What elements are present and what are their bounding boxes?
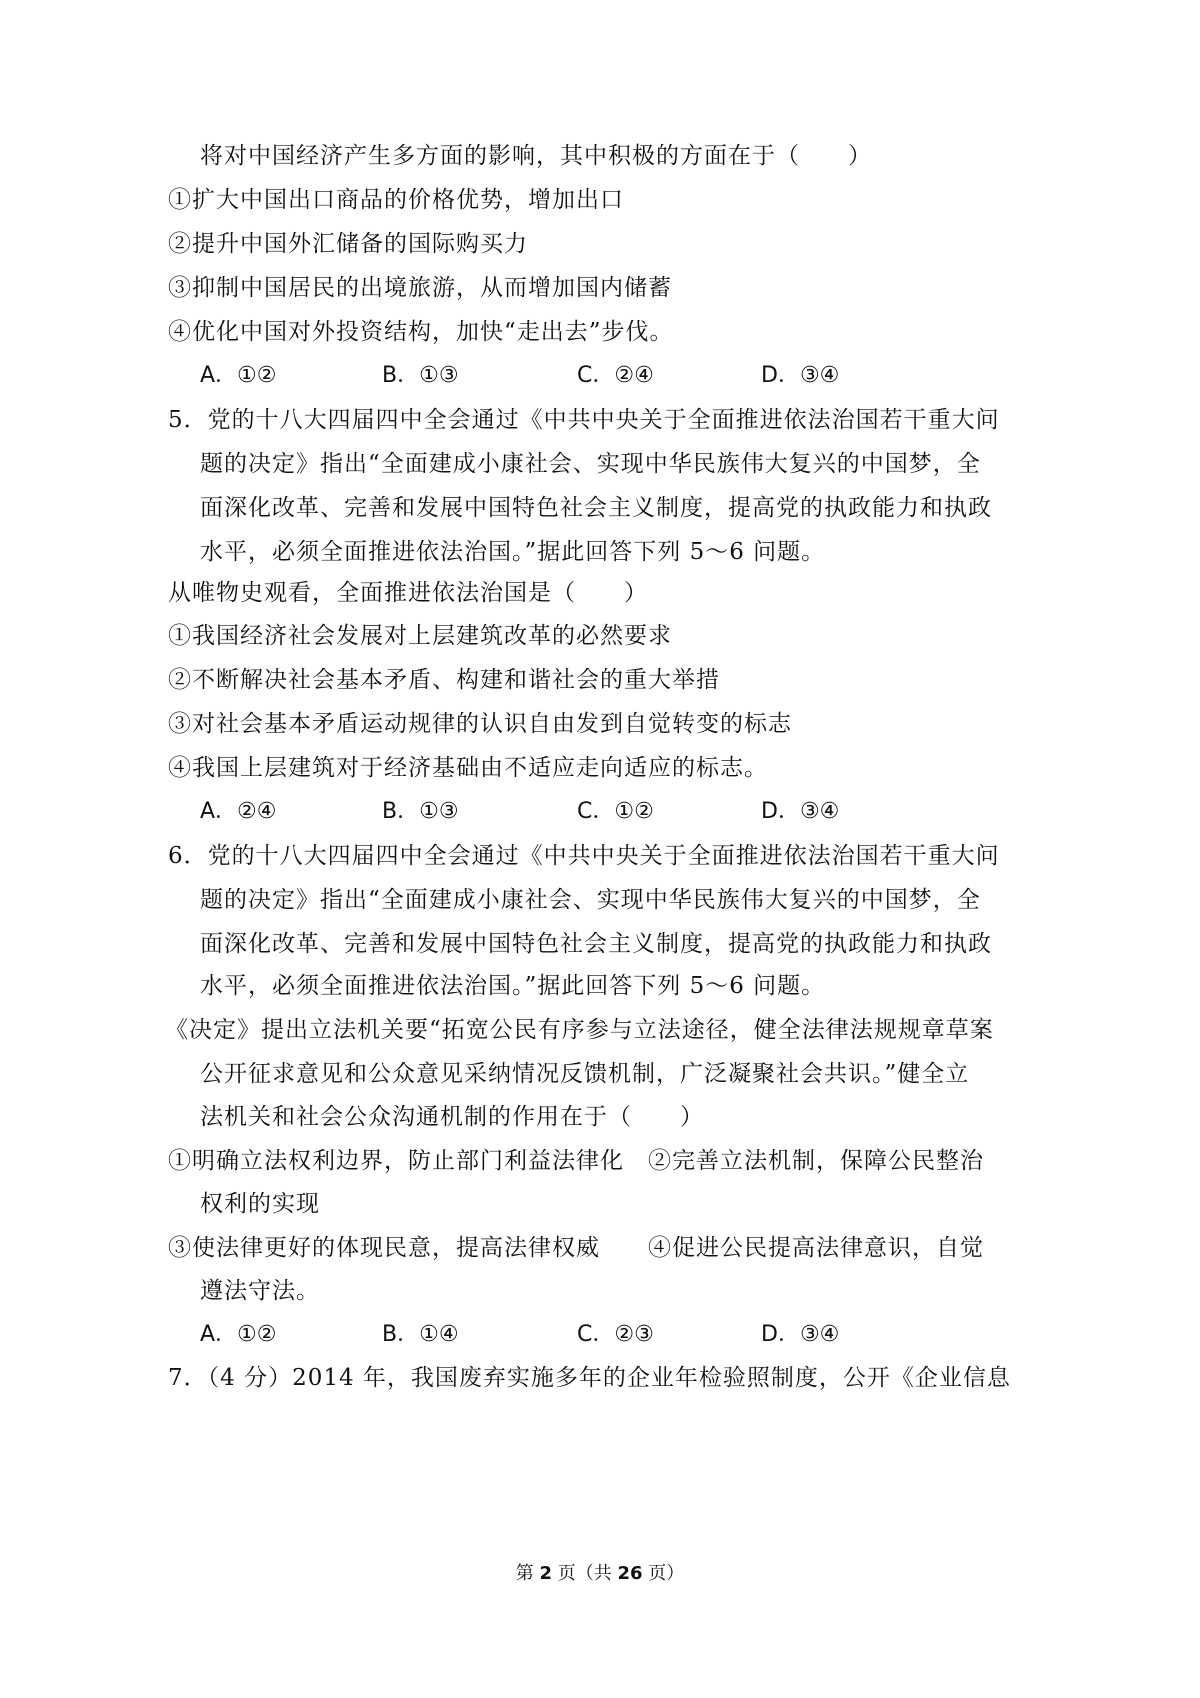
q5-statement-1: ①我国经济社会发展对上层建筑改革的必然要求 (168, 623, 672, 649)
q6-stem-line-1: 6．党的十八大四届四中全会通过《中共中央关于全面推进依法治国若干重大问 (168, 843, 1000, 869)
q4-statement-1: ①扩大中国出口商品的价格优势，增加出口 (168, 187, 624, 213)
q6-statements-1-2-cont: 权利的实现 (200, 1191, 320, 1217)
q6-question-line-3: 法机关和社会公众沟通机制的作用在于（ ） (200, 1104, 704, 1130)
q4-statement-2: ②提升中国外汇储备的国际购买力 (168, 231, 528, 257)
q4-option-d[interactable]: D．③④ (761, 363, 840, 388)
q5-statement-4: ④我国上层建筑对于经济基础由不适应走向适应的标志。 (168, 755, 768, 781)
q5-stem-line-3: 面深化改革、完善和发展中国特色社会主义制度，提高党的执政能力和执政 (200, 495, 992, 521)
q7-stem-line-1: 7．（4 分）2014 年，我国废弃实施多年的企业年检验照制度，公开《企业信息 (168, 1365, 1011, 1391)
page-footer (0, 1562, 1200, 1586)
q5-statement-3: ③对社会基本矛盾运动规律的认识自由发到自觉转变的标志 (168, 711, 792, 737)
q6-statements-1-2: ①明确立法权利边界，防止部门利益法律化 ②完善立法机制，保障公民整治 (168, 1148, 984, 1174)
q4-statement-3: ③抑制中国居民的出境旅游，从而增加国内储蓄 (168, 275, 672, 301)
footer-page-number: 2 (539, 1563, 552, 1584)
q4-option-c[interactable]: C．②④ (577, 363, 654, 388)
q4-statement-4: ④优化中国对外投资结构，加快“走出去”步伐。 (168, 319, 674, 345)
q6-stem-line-3: 面深化改革、完善和发展中国特色社会主义制度，提高党的执政能力和执政 (200, 931, 992, 957)
q4-option-b[interactable]: B．①③ (382, 363, 459, 388)
q5-option-d[interactable]: D．③④ (761, 799, 840, 824)
q6-option-a[interactable]: A．①② (200, 1322, 277, 1347)
q6-question-line-2: 公开征求意见和公众意见采纳情况反馈机制，广泛凝聚社会共识。”健全立 (200, 1061, 970, 1087)
q4-option-a[interactable]: A．①② (200, 363, 277, 388)
q6-option-d[interactable]: D．③④ (761, 1322, 840, 1347)
q5-stem-line-1: 5．党的十八大四届四中全会通过《中共中央关于全面推进依法治国若干重大问 (168, 407, 1000, 433)
footer-suffix: 页） (642, 1563, 685, 1584)
q6-statements-3-4: ③使法律更好的体现民意，提高法律权威 ④促进公民提高法律意识，自觉 (168, 1235, 984, 1261)
footer-middle: 页（共 (552, 1563, 618, 1584)
q6-option-c[interactable]: C．②③ (577, 1322, 654, 1347)
q4-stem-tail: 将对中国经济产生多方面的影响，其中积极的方面在于（ ） (200, 143, 872, 169)
q5-option-b[interactable]: B．①③ (382, 799, 459, 824)
q6-statements-3-4-cont: 遵法守法。 (200, 1278, 320, 1304)
q6-option-b[interactable]: B．①④ (382, 1322, 459, 1347)
q5-option-c[interactable]: C．①② (577, 799, 654, 824)
q5-option-a[interactable]: A．②④ (200, 799, 277, 824)
q5-stem-line-4: 水平，必须全面推进依法治国。”据此回答下列 5〜6 问题。 (200, 539, 826, 565)
q6-question-line-1: 《决定》提出立法机关要“拓宽公民有序参与立法途径，健全法律法规规章草案 (165, 1017, 994, 1043)
q5-statement-2: ②不断解决社会基本矛盾、构建和谐社会的重大举措 (168, 667, 720, 693)
q5-stem-line-2: 题的决定》指出“全面建成小康社会、实现中华民族伟大复兴的中国梦，全 (200, 451, 981, 477)
footer-total-pages: 26 (617, 1563, 643, 1584)
q6-stem-line-4: 水平，必须全面推进依法治国。”据此回答下列 5〜6 问题。 (200, 973, 826, 999)
q6-stem-line-2: 题的决定》指出“全面建成小康社会、实现中华民族伟大复兴的中国梦，全 (200, 887, 981, 913)
footer-prefix: 第 (515, 1563, 540, 1584)
q5-question: 从唯物史观看，全面推进依法治国是（ ） (168, 580, 648, 606)
